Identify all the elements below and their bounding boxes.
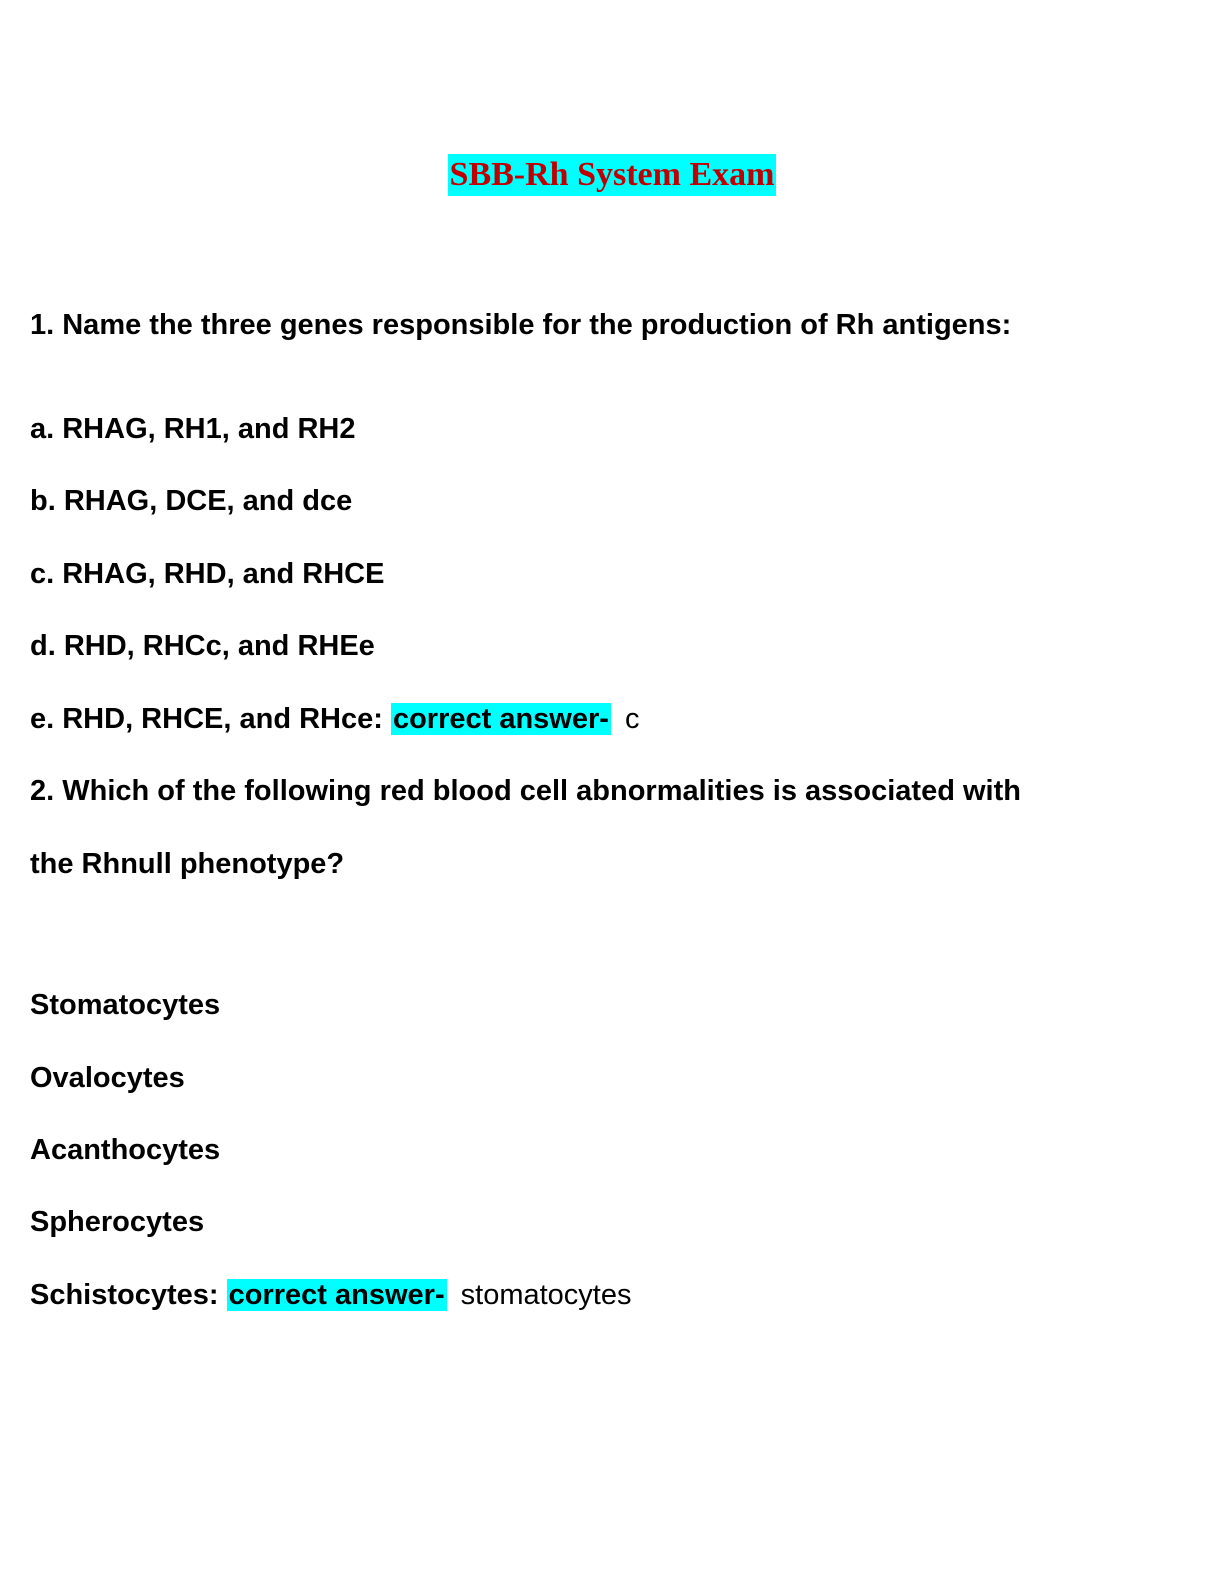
q2-option-5: Schistocytes:: [30, 1279, 219, 1311]
q1-option-a: a. RHAG, RH1, and RH2: [30, 413, 356, 445]
q1-option-b: b. RHAG, DCE, and dce: [30, 485, 353, 517]
q1-answer-label: correct answer-: [392, 703, 609, 735]
q2-answer: stomatocytes: [460, 1279, 632, 1311]
q1-option-e: e. RHD, RHCE, and RHce:: [30, 703, 383, 735]
title-container: [0, 154, 1224, 196]
question-1: 1. Name the three genes responsible for the production of Rh antigens:: [30, 309, 1012, 341]
q2-option-1: Stomatocytes: [30, 989, 221, 1021]
q2-answer-label: correct answer-: [228, 1279, 445, 1311]
q1-option-c: c. RHAG, RHD, and RHCE: [30, 558, 385, 590]
q1-answer: c: [624, 703, 640, 735]
question-2-line-1: 2. Which of the following red blood cell abnormalities is associated with: [30, 775, 1021, 807]
q2-option-2: Ovalocytes: [30, 1062, 185, 1094]
q1-option-d: d. RHD, RHCc, and RHEe: [30, 630, 375, 662]
q2-option-5-line: [30, 1277, 631, 1313]
q2-option-3: Acanthocytes: [30, 1134, 221, 1166]
q1-option-e-line: [30, 701, 639, 737]
page-title: SBB-Rh System Exam: [448, 154, 777, 196]
question-2-line-2: the Rhnull phenotype?: [30, 848, 345, 880]
q2-option-4: Spherocytes: [30, 1206, 205, 1238]
